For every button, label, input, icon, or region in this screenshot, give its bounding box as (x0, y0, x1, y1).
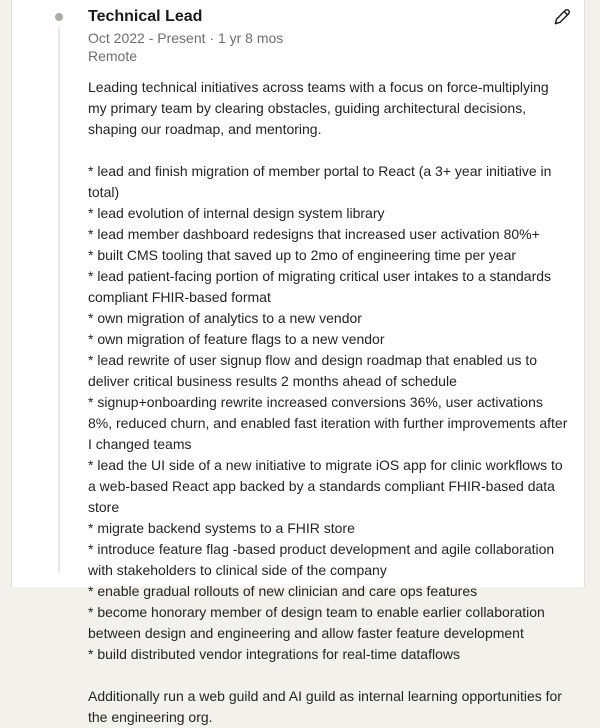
experience-entry (88, 7, 570, 728)
position-description (88, 77, 570, 728)
description-bullet: * become honorary member of design team to enable earlier collaboration between design and engineering and allow faster feature development (88, 604, 545, 641)
description-bullet: * build distributed vendor integrations for real-time dataflows (88, 646, 460, 662)
description-bullets (88, 161, 570, 665)
description-bullet: * lead evolution of internal design system library (88, 205, 385, 221)
description-bullet: * signup+onboarding rewrite increased conversions 36%, user activations 8%, reduced churn, and enabled fast iteration with further improvements after I changed teams (88, 394, 568, 452)
description-bullet: * own migration of analytics to a new vendor (88, 310, 362, 326)
description-bullet: * enable gradual rollouts of new clinician and care ops features (88, 583, 478, 599)
description-intro: Leading technical initiatives across teams with a focus on force-multiplying my primary team by clearing obstacles, guiding architectural decisions, shaping our roadmap, and mentoring. (88, 79, 549, 137)
description-outro: Additionally run a web guild and AI guild as internal learning opportunities for the engineering org. (88, 688, 562, 725)
description-bullet: * lead rewrite of user signup flow and design roadmap that enabled us to deliver critical business results 2 months ahead of schedule (88, 352, 538, 389)
description-bullet: * own migration of feature flags to a new vendor (88, 331, 385, 347)
description-bullet: * lead the UI side of a new initiative to migrate iOS app for clinic workflows to a web-based React app backed by a standards compliant FHIR-based data store (88, 457, 563, 515)
experience-card (11, 0, 585, 725)
timeline-line (58, 27, 60, 573)
date-range: Oct 2022 - Present · 1 yr 8 mos (88, 30, 284, 46)
position-title: Technical Lead (88, 8, 203, 25)
description-bullet: * introduce feature flag -based product development and agile collaboration with stakeholders to clinical side of the company (88, 541, 555, 578)
description-bullet: * lead member dashboard redesigns that increased user activation 80%+ (88, 226, 540, 242)
timeline-dot (55, 13, 63, 21)
location: Remote (88, 47, 138, 64)
description-bullet: * built CMS tooling that saved up to 2mo of engineering time per year (88, 247, 517, 263)
description-bullet: * lead and finish migration of member portal to React (a 3+ year initiative in total) (88, 163, 552, 200)
description-bullet: * migrate backend systems to a FHIR store (88, 520, 355, 536)
position-meta (88, 30, 570, 65)
description-bullet: * lead patient-facing portion of migrating critical user intakes to a standards compliant FHIR-based format (88, 268, 552, 305)
